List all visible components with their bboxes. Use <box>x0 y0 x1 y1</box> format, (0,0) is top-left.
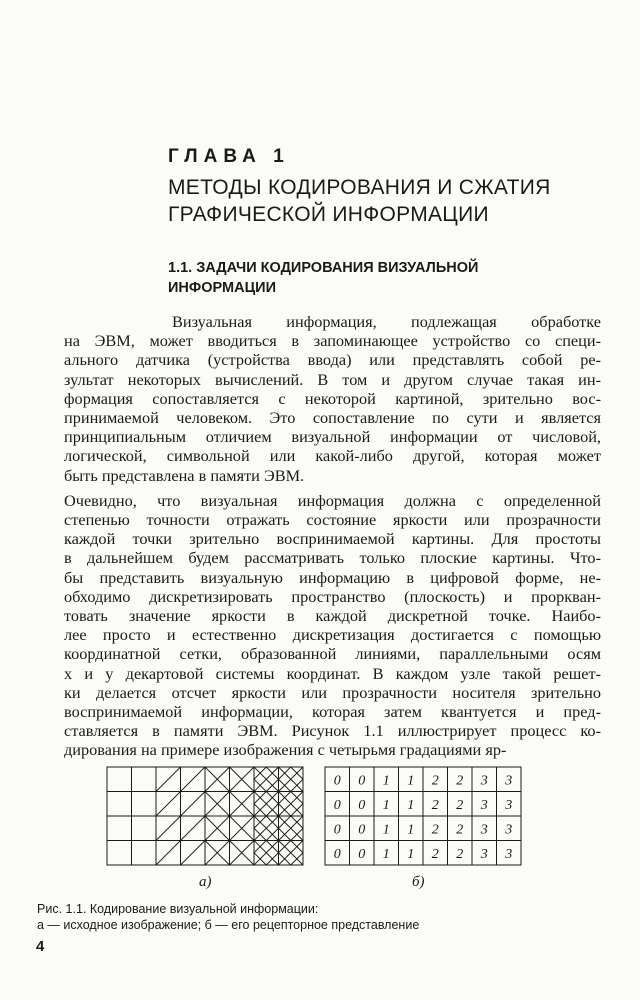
grid-b-cell <box>325 841 350 866</box>
text-line: Визуальная информация, подлежащая обработке <box>172 312 601 331</box>
figure-caption <box>37 901 597 933</box>
grid-b-value: 0 <box>333 846 341 862</box>
caption-description: а — исходное изображение; б — его рецепторное представление <box>37 918 420 932</box>
grid-b-cell <box>399 841 424 866</box>
text-line: зультат некоторых вычислений. В том и другом случае такая ин- <box>64 369 601 389</box>
grid-b-value: 1 <box>407 822 415 838</box>
section-title <box>168 258 568 298</box>
grid-b-cell <box>448 841 473 866</box>
grid-b-cell <box>374 841 399 866</box>
text-line: обходимо дискретизировать пространство (плоскость) и проркван- <box>64 586 601 606</box>
grid-b-cell <box>448 816 473 841</box>
grid-b-cell <box>325 767 350 792</box>
grid-b-value: 1 <box>382 773 390 789</box>
grid-a-cell <box>156 792 181 817</box>
body-text <box>64 312 601 760</box>
grid-a-cell <box>279 841 304 866</box>
text-line: координатной сетки, образованной линиями, параллельными осям <box>64 644 601 664</box>
grid-b-value: 3 <box>480 773 488 789</box>
grid-a-cell <box>205 767 230 792</box>
chapter-title <box>168 174 588 228</box>
paragraph-2 <box>64 491 601 760</box>
text-line: в дальнейшем будем рассматривать только плоские картины. Что- <box>64 548 601 568</box>
grid-a-cell <box>279 792 304 817</box>
grid-b-value: 3 <box>505 822 513 838</box>
grid-b-value: 2 <box>456 822 464 838</box>
grid-b-cell <box>497 767 522 792</box>
grid-b-cell <box>350 792 375 817</box>
text-line: принципиальным отличием визуальной информации от числовой, <box>64 427 601 447</box>
grid-b-cell <box>423 767 448 792</box>
grid-b-cell <box>350 816 375 841</box>
figure-label-a: а) <box>199 874 212 890</box>
grid-b-cell <box>325 816 350 841</box>
grid-b-cell <box>399 767 424 792</box>
text-line: x и y декартовой системы координат. В каждом узле такой решет- <box>64 663 601 683</box>
grid-b-cell <box>472 816 497 841</box>
grid-b-value: 2 <box>431 773 439 789</box>
grid-b-cell <box>374 792 399 817</box>
grid-a-cell <box>254 792 279 817</box>
grid-b-value: 0 <box>358 797 366 813</box>
grid-b-cell <box>448 767 473 792</box>
grid-a-cell <box>279 767 304 792</box>
grid-b-cell <box>399 816 424 841</box>
grid-a-cell <box>132 792 157 817</box>
grid-a-cell <box>107 841 132 866</box>
grid-a-cell <box>181 792 206 817</box>
section-title-line: ИНФОРМАЦИИ <box>168 280 277 296</box>
grid-b-value: 0 <box>333 797 341 813</box>
grid-b-value: 2 <box>456 846 464 862</box>
grid-b-cell <box>472 792 497 817</box>
grid-a-cell <box>156 816 181 841</box>
figure-1-1 <box>106 766 526 890</box>
caption-title: Рис. 1.1. Кодирование визуальной информации: <box>37 902 319 916</box>
grid-a-cell <box>156 841 181 866</box>
grid-a-cell <box>230 792 255 817</box>
grid-b-value: 0 <box>333 822 341 838</box>
grid-b-value: 1 <box>407 846 415 862</box>
grid-b-value: 1 <box>382 797 390 813</box>
page-number: 4 <box>36 938 45 955</box>
grid-a-cell <box>181 767 206 792</box>
text-line: каждой точки зрительно воспринимаемой картины. Для простоты <box>64 529 601 549</box>
grid-b-cell <box>325 792 350 817</box>
text-line: логической, символьной или какой-либо другой, которая может <box>64 446 601 466</box>
grid-a-cell <box>132 767 157 792</box>
grid-b-value: 1 <box>407 797 415 813</box>
grid-b-value: 2 <box>431 846 439 862</box>
grid-a-cell <box>230 841 255 866</box>
grid-b-value: 1 <box>382 822 390 838</box>
grid-a-cell <box>230 816 255 841</box>
section-title-line: 1.1. ЗАДАЧИ КОДИРОВАНИЯ ВИЗУАЛЬНОЙ <box>168 260 479 276</box>
grid-b-cell <box>497 841 522 866</box>
grid-b-cell <box>423 792 448 817</box>
text-line: ального датчика (устройства ввода) или представлять собой ре- <box>64 350 601 370</box>
grid-a-cell <box>254 841 279 866</box>
grid-a-cell <box>254 767 279 792</box>
text-line: бы представить визуальную информацию в цифровой форме, не- <box>64 567 601 587</box>
grid-b-cell <box>497 816 522 841</box>
grid-a-cell <box>205 792 230 817</box>
grid-a-cell <box>181 816 206 841</box>
grid-b-cell <box>448 792 473 817</box>
grid-b-cell <box>374 767 399 792</box>
grid-b-value: 2 <box>456 773 464 789</box>
grid-b-cell <box>472 841 497 866</box>
grid-b-value: 0 <box>358 822 366 838</box>
text-line: принимаемой человеком. Это сопоставление по сути и является <box>64 408 601 428</box>
grid-b-cell <box>497 792 522 817</box>
grid-b-cell <box>423 816 448 841</box>
chapter-title-line: ГРАФИЧЕСКОЙ ИНФОРМАЦИИ <box>168 203 489 226</box>
text-line: Очевидно, что визуальная информация должна с определенной <box>64 490 601 510</box>
grid-b-value: 0 <box>358 773 366 789</box>
grid-a-cell <box>132 816 157 841</box>
grid-b-value: 3 <box>480 797 488 813</box>
grid-b-value: 3 <box>505 773 513 789</box>
figure-grids <box>106 766 526 870</box>
grid-b-cell <box>374 816 399 841</box>
grid-b-value: 3 <box>480 846 488 862</box>
text-line: воспринимаемой информации, которая затем квантуется и пред- <box>64 702 601 722</box>
grid-b-value: 1 <box>382 846 390 862</box>
chapter-number: ГЛАВА 1 <box>168 146 290 167</box>
grid-b-cell <box>423 841 448 866</box>
grid-b-value: 2 <box>431 797 439 813</box>
grid-b-cell <box>399 792 424 817</box>
grid-a-cell <box>230 767 255 792</box>
grid-b-value: 2 <box>456 797 464 813</box>
text-line: степенью точности отражать состояние яркости или прозрачности <box>64 510 601 530</box>
grid-a-cell <box>205 816 230 841</box>
paragraph-1 <box>64 312 601 485</box>
grid-a-cell <box>107 792 132 817</box>
text-line: ки делается отсчет яркости или прозрачности носителя зрительно <box>64 682 601 702</box>
grid-a-cell <box>156 767 181 792</box>
grid-a-cell <box>205 841 230 866</box>
text-line: ставляется в памяти ЭВМ. Рисунок 1.1 иллюстрирует процесс ко- <box>64 721 601 741</box>
grid-b-value: 3 <box>505 846 513 862</box>
text-line: лее просто и естественно дискретизация достигается с помощью <box>64 625 601 645</box>
figure-label-b: б) <box>412 874 425 890</box>
grid-a-cell <box>107 767 132 792</box>
grid-b-cell <box>350 767 375 792</box>
grid-a-cell <box>254 816 279 841</box>
text-line: формация сопоставляется с некоторой картиной, зрительно вос- <box>64 388 601 408</box>
grid-b-value: 0 <box>358 846 366 862</box>
grid-a-cell <box>279 816 304 841</box>
grid-b-cell <box>472 767 497 792</box>
grid-a-cell <box>181 841 206 866</box>
text-line: товать значение яркости в каждой дискретной точке. Наибо- <box>64 606 601 626</box>
grid-a-cell <box>107 816 132 841</box>
text-line: быть представлена в памяти ЭВМ. <box>64 465 305 485</box>
grid-b-value: 2 <box>431 822 439 838</box>
chapter-title-line: МЕТОДЫ КОДИРОВАНИЯ И СЖАТИЯ <box>168 176 551 199</box>
text-line: дирования на примере изображения с четырьмя градациями яр- <box>64 740 507 760</box>
grid-b-value: 1 <box>407 773 415 789</box>
grid-b-value: 0 <box>333 773 341 789</box>
grid-b-cell <box>350 841 375 866</box>
text-line: на ЭВМ, может вводиться в запоминающее устройство со специ- <box>64 331 601 351</box>
grid-b-value: 3 <box>505 797 513 813</box>
grid-a-cell <box>132 841 157 866</box>
grid-b-value: 3 <box>480 822 488 838</box>
